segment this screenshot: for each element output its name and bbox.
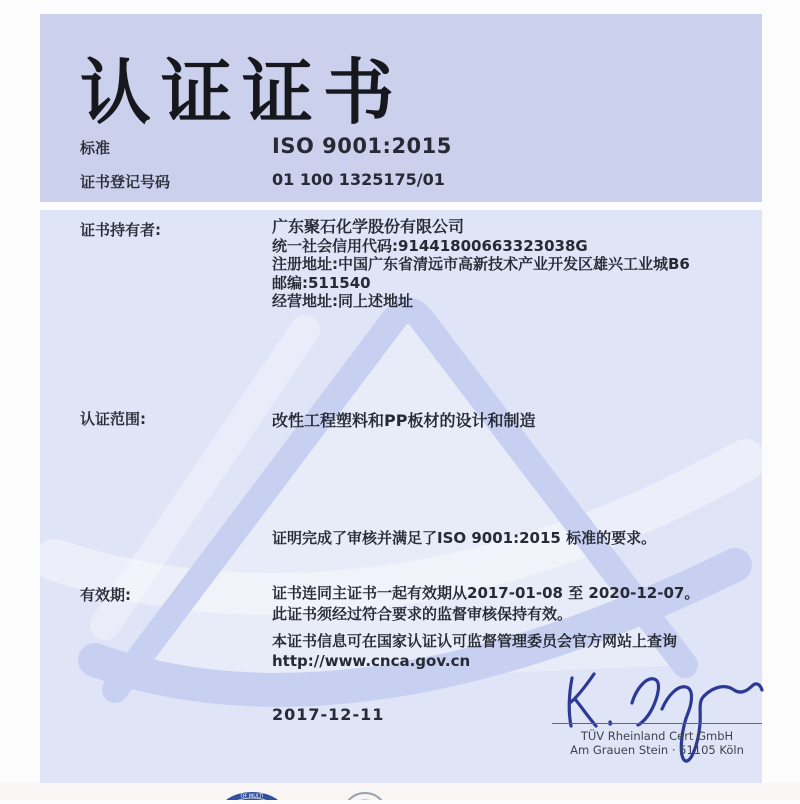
standard-label: 标准 — [80, 139, 111, 157]
verification-url: http://www.cnca.gov.cn — [272, 652, 471, 670]
signature-icon — [540, 660, 780, 775]
registration-number-value: 01 100 1325175/01 — [272, 170, 445, 189]
accreditation-marks — [0, 783, 800, 800]
signature-line — [552, 723, 762, 724]
audit-statement: 证明完成了审核并满足了ISO 9001:2015 标准的要求。 — [272, 529, 657, 547]
holder-label: 证书持有者: — [80, 221, 161, 239]
holder-company-name: 广东聚石化学股份有限公司 — [272, 217, 465, 236]
validity-label: 有效期: — [80, 586, 131, 604]
validity-condition: 此证书须经过符合要求的监督审核保持有效。 — [272, 604, 573, 623]
ellipse-mark-text: OF MULTI — [240, 793, 264, 800]
standard-value: ISO 9001:2015 — [272, 134, 452, 158]
certifier-org: TÜV Rheinland Cert GmbH — [580, 729, 734, 743]
registration-number-label: 证书登记号码 — [80, 173, 171, 191]
holder-postcode: 邮编:511540 — [272, 273, 371, 292]
certificate-title: 认证证书 — [80, 51, 405, 134]
holder-registered-address: 注册地址:中国广东省清远市高新技术产业开发区雄兴工业城B6 — [272, 255, 690, 273]
blue-ellipse-mark-icon — [219, 792, 285, 800]
certifier-address: Am Grauen Stein · 51105 Köln — [570, 743, 744, 757]
scope-label: 认证范围: — [80, 410, 146, 428]
scope-value: 改性工程塑料和PP板材的设计和制造 — [272, 411, 536, 430]
validity-period: 证书连同主证书一起有效期从2017-01-08 至 2020-12-07。 — [272, 584, 700, 602]
verification-note: 本证书信息可在国家认证认可监督管理委员会官方网站上查询 — [272, 632, 678, 650]
holder-credit-code: 统一社会信用代码:91441800663323038G — [272, 236, 588, 255]
validity-details — [272, 583, 699, 624]
gray-ring-mark-icon — [343, 793, 387, 800]
holder-business-address: 经营地址:同上述地址 — [272, 292, 413, 310]
issue-date: 2017-12-11 — [272, 705, 385, 724]
holder-details — [272, 218, 690, 311]
